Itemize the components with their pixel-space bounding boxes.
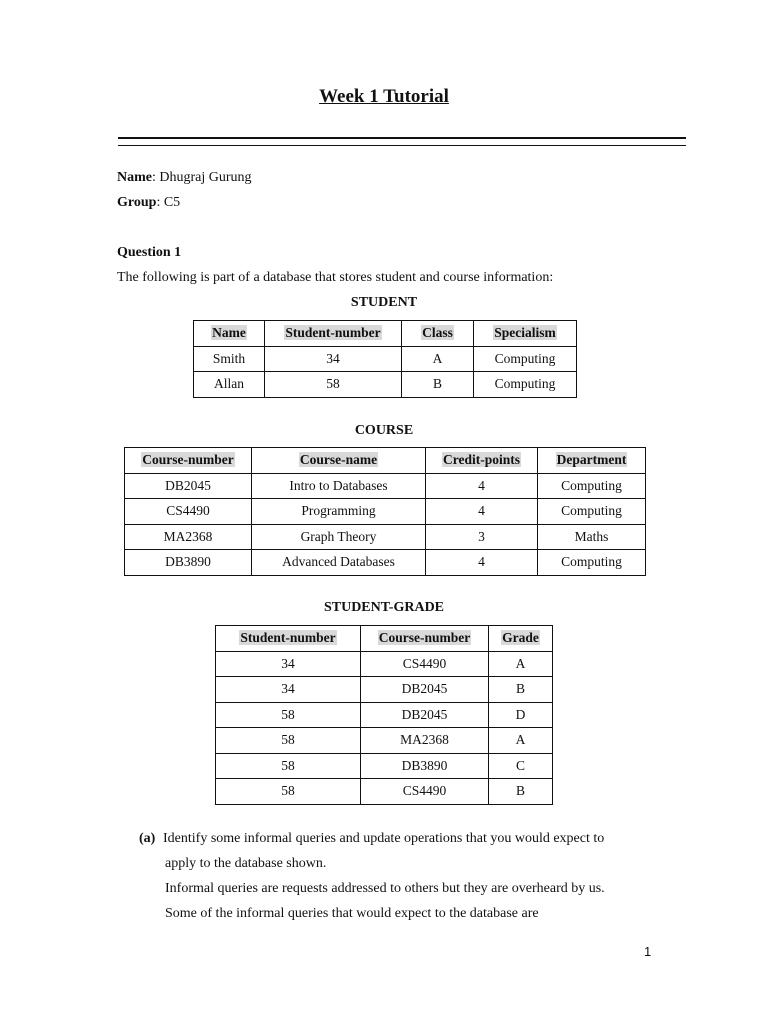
table-cell: Computing [538,550,646,576]
table-cell: A [489,728,553,754]
student-grade-table [215,625,553,805]
student-table [193,320,577,398]
table-header-row [194,321,577,347]
table-cell: 58 [216,702,361,728]
table-cell: 4 [426,473,538,499]
table-header-row [216,626,553,652]
table-cell: Intro to Databases [252,473,426,499]
part-a-label: (a) [139,831,156,846]
question-heading: Question 1 [117,245,182,260]
table-cell: Graph Theory [252,524,426,550]
table-cell: B [402,372,474,398]
group-label: Group [117,195,157,210]
column-header: Student-number [216,626,361,652]
page-title: Week 1 Tutorial [319,86,449,107]
table-cell: Programming [252,499,426,525]
page-number: 1 [644,944,652,959]
table-cell: Advanced Databases [252,550,426,576]
title-divider-thick [118,137,686,139]
column-header: Credit-points [426,448,538,474]
student-table-caption: STUDENT [350,295,418,310]
table-cell: B [489,677,553,703]
table-row [125,524,646,550]
part-a-line-2: apply to the database shown. [165,856,327,871]
table-cell: Computing [538,499,646,525]
table-cell: CS4490 [361,779,489,805]
name-line [117,170,252,186]
table-cell: 58 [216,779,361,805]
table-cell: Allan [194,372,265,398]
column-header: Course-number [361,626,489,652]
table-cell: DB3890 [361,753,489,779]
column-header: Student-number [265,321,402,347]
group-line [117,195,180,211]
table-cell: 34 [265,346,402,372]
table-cell: DB3890 [125,550,252,576]
table-cell: DB2045 [361,702,489,728]
table-cell: 4 [426,550,538,576]
table-row [216,728,553,754]
table-row [216,651,553,677]
part-a-line-1: Identify some informal queries and update operations that you would expect to [163,831,605,846]
column-header: Course-name [252,448,426,474]
group-value: : C5 [156,195,181,210]
table-cell: A [402,346,474,372]
table-cell: DB2045 [361,677,489,703]
table-row [125,499,646,525]
table-cell: CS4490 [125,499,252,525]
table-cell: C [489,753,553,779]
student-grade-table-caption: STUDENT-GRADE [323,600,445,615]
column-header: Class [402,321,474,347]
table-cell: 58 [265,372,402,398]
table-row [216,753,553,779]
table-cell: Smith [194,346,265,372]
table-cell: 3 [426,524,538,550]
column-header: Name [194,321,265,347]
name-label: Name [117,170,152,185]
table-cell: 4 [426,499,538,525]
course-table-caption: COURSE [354,423,414,438]
table-cell: 58 [216,728,361,754]
table-row [194,346,577,372]
table-row [216,677,553,703]
column-header: Course-number [125,448,252,474]
table-row [216,779,553,805]
table-cell: CS4490 [361,651,489,677]
table-cell: D [489,702,553,728]
table-cell: 58 [216,753,361,779]
column-header: Grade [489,626,553,652]
table-cell: Computing [538,473,646,499]
table-cell: Computing [474,346,577,372]
table-row [194,372,577,398]
column-header: Department [538,448,646,474]
part-a-line-3: Informal queries are requests addressed to others but they are overheard by us. [165,881,605,896]
table-cell: MA2368 [125,524,252,550]
table-row [125,473,646,499]
table-row [125,550,646,576]
table-cell: A [489,651,553,677]
column-header: Specialism [474,321,577,347]
course-table [124,447,646,576]
intro-text: The following is part of a database that stores student and course information: [117,270,554,285]
table-row [216,702,553,728]
name-value: : Dhugraj Gurung [152,170,252,185]
table-cell: Computing [474,372,577,398]
table-cell: DB2045 [125,473,252,499]
table-cell: Maths [538,524,646,550]
table-cell: B [489,779,553,805]
table-cell: 34 [216,651,361,677]
table-cell: MA2368 [361,728,489,754]
table-header-row [125,448,646,474]
title-divider-thin [118,145,686,146]
part-a-line-4: Some of the informal queries that would expect to the database are [165,906,539,921]
table-cell: 34 [216,677,361,703]
